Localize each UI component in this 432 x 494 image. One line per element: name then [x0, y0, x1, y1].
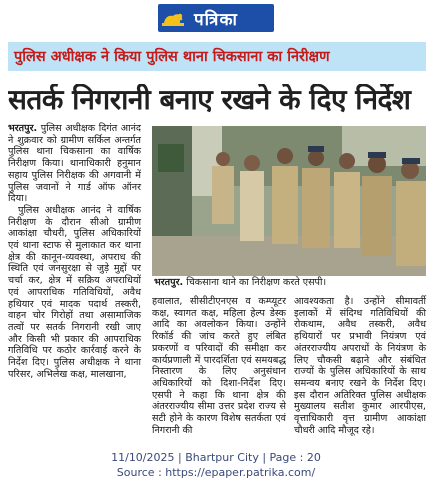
- article-column-3: आवश्यकता है। उन्होंने सीमावर्ती इलाकों में संदिग्ध गतिविधियों की रोकथाम, अवैध तस्करी, अवैध हथियारों पर प्रभावी नियंत्रण एवं अंतरराज्यीय अपराधों के नियंत्रण के लिए चौकसी बढ़ाने और संबंधित राज्यों के पुलिस अधिकारियों के साथ समन्वय बनाए रखने के निर्देश दिए। इस दौरान अतिरिक्त पुलिस अधीक्षक मुख्यालय सतीश कुमार आरपीएस, वृत्ताधिकारी वृत्त ग्रामीण आकांक्षा चौधरी आदि मौजूद रहे।: [294, 296, 426, 436]
- caption-dateline: भरतपुर.: [154, 277, 184, 288]
- article-column-1: [8, 123, 141, 380]
- paragraph-1-text: पुलिस अधीक्षक दिगंत आनंद ने शुक्रवार को ग्रामीण सर्किल अन्तर्गत पुलिस थाना चिकसाना का वार्षिक निरीक्षण किया। थानाधिकारी हनुमान सहाय पुलिस निरीक्षक की अगवानी में पुलिस जवानों ने गार्ड ऑफ ऑनर दिया।: [8, 123, 141, 205]
- caption-text: चिकसाना थाने का निरीक्षण करते एसपी।: [183, 277, 327, 288]
- article-column-2: हवालात, सीसीटीएनएस व कम्प्यूटर कक्ष, स्वागत कक्ष, महिला हेल्प डेस्क आदि का अवलोकन किया। उन्होंने रिकॉर्ड की जांच करते हुए लंबित प्रकरणों व परिवादों की समीक्षा कर कार्यप्रणाली में पारदर्शिता एवं समयबद्ध निस्तारण के लिए अनुसंधान अधिकारियों को दिशा-निर्देश दिए। एसपी ने कहा कि थाना क्षेत्र की अंतरराज्यीय सीमा उत्तर प्रदेश राज्य से सटी होने के कारण विशेष सतर्कता एवं निगरानी की: [152, 296, 286, 436]
- dateline: भरतपुर.: [8, 123, 38, 134]
- kicker-headline: पुलिस अधीक्षक ने किया पुलिस थाना चिकसाना का निरीक्षण: [8, 42, 426, 71]
- footer-source: Source : https://epaper.patrika.com/: [116, 466, 316, 479]
- masthead-title: पत्रिका: [194, 9, 238, 30]
- paragraph-2: पुलिस अधीक्षक आनंद ने वार्षिक निरीक्षण के दौरान सीओ ग्रामीण आकांक्षा चौधरी, पुलिस अधिकारियों एवं थाना स्टाफ से मुलाकात कर थाना क्षेत्र की कानून-व्यवस्था, अपराध की स्थिति एवं जनसुरक्षा से जुड़े मुद्दों पर चर्चा कर, क्षेत्र में सक्रिय अपराधियों एवं आपराधिक गतिविधियों, अवैध हथियार एवं मादक पदार्थ तस्करी, वाहन चोर गिरोहों तथा असामाजिक तत्वों पर सतर्क निगरानी रखी जाए और किसी भी प्रकार की आपराधिक गतिविधि पर कठोर कार्रवाई करने के निर्देश दिए। पुलिस अधीक्षक ने थाना परिसर, अभिलेख कक्ष, मालखाना,: [8, 204, 141, 380]
- paragraph-1: [8, 123, 141, 205]
- footer-dateline: 11/10/2025 | Bhartpur City | Page : 20: [111, 451, 321, 464]
- newspaper-masthead: [158, 4, 274, 32]
- main-headline: सतर्क निगरानी बनाए रखने के दिए निर्देश: [8, 84, 411, 116]
- news-photo: [152, 126, 426, 276]
- lion-emblem-icon: [158, 4, 188, 32]
- photo-caption: [152, 276, 426, 290]
